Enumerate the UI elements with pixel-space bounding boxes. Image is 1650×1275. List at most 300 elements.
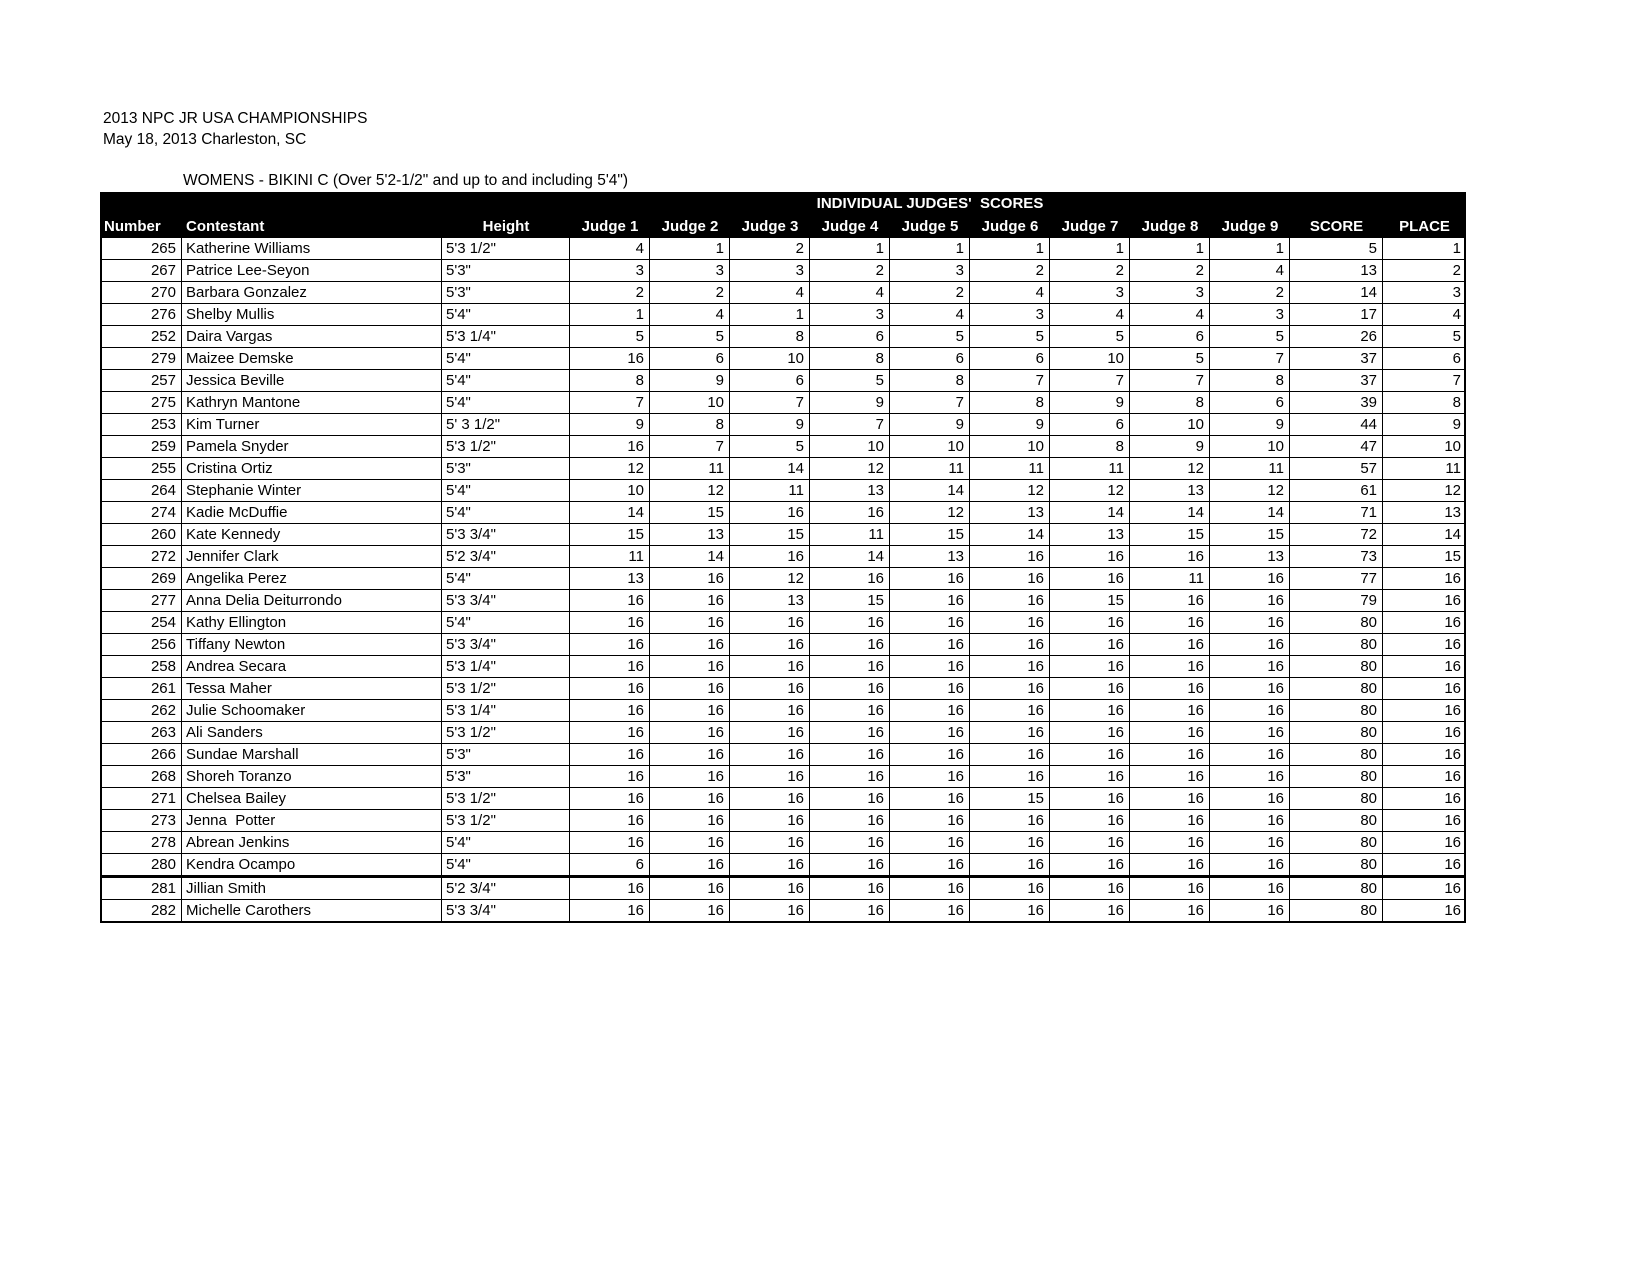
cell-judge-2: 16 — [650, 900, 730, 921]
cell-place: 16 — [1444, 902, 1461, 919]
cell-score: 73 — [1290, 546, 1383, 567]
cell-contestant: Sundae Marshall — [182, 744, 442, 765]
cell-height: 5'3 1/2" — [442, 678, 570, 699]
cell-judge-9: 16 — [1210, 590, 1290, 611]
cell-judge-6: 16 — [970, 590, 1050, 611]
cell-score: 80 — [1290, 788, 1383, 809]
cell-judge-2: 16 — [650, 878, 730, 899]
cell-height: 5'3 1/4" — [442, 700, 570, 721]
cell-number: 258 — [102, 656, 182, 677]
cell-judge-3: 16 — [730, 722, 810, 743]
cell-judge-4: 16 — [810, 568, 890, 589]
cell-judge-4: 16 — [810, 854, 890, 875]
cell-number: 274 — [102, 502, 182, 523]
cell-judge-8: 1 — [1130, 238, 1210, 259]
cell-judge-2: 5 — [650, 326, 730, 347]
cell-height: 5'4" — [442, 480, 570, 501]
cell-judge-9: 16 — [1210, 788, 1290, 809]
cell-judge-7: 8 — [1050, 436, 1130, 457]
cell-judge-8: 6 — [1130, 326, 1210, 347]
cell-judge-2: 6 — [650, 348, 730, 369]
cell-contestant: Abrean Jenkins — [182, 832, 442, 853]
table-header-band — [100, 192, 1466, 238]
cell-judge-6: 16 — [970, 612, 1050, 633]
table-row — [102, 878, 1464, 900]
cell-judge-5: 13 — [890, 546, 970, 567]
cell-score: 13 — [1290, 260, 1383, 281]
cell-height: 5'3 3/4" — [442, 524, 570, 545]
col-header-judge-8: Judge 8 — [1141, 218, 1199, 235]
cell-judge-1: 9 — [570, 414, 650, 435]
cell-judge-6: 16 — [970, 678, 1050, 699]
cell-judge-8: 16 — [1130, 590, 1210, 611]
cell-judge-4: 9 — [810, 392, 890, 413]
cell-judge-7: 16 — [1050, 744, 1130, 765]
cell-height: 5'3" — [442, 458, 570, 479]
cell-place: 16 — [1444, 812, 1461, 829]
cell-score: 61 — [1290, 480, 1383, 501]
cell-judge-7: 2 — [1050, 260, 1130, 281]
cell-score: 17 — [1290, 304, 1383, 325]
cell-judge-5: 16 — [890, 810, 970, 831]
cell-judge-3: 10 — [730, 348, 810, 369]
cell-judge-9: 16 — [1210, 854, 1290, 875]
cell-judge-1: 16 — [570, 634, 650, 655]
cell-judge-6: 16 — [970, 722, 1050, 743]
cell-contestant: Kendra Ocampo — [182, 854, 442, 875]
cell-judge-8: 4 — [1130, 304, 1210, 325]
cell-height: 5'3" — [442, 744, 570, 765]
cell-place: 16 — [1444, 658, 1461, 675]
cell-judge-9: 16 — [1210, 832, 1290, 853]
cell-judge-1: 11 — [570, 546, 650, 567]
cell-judge-7: 16 — [1050, 854, 1130, 875]
cell-contestant: Shelby Mullis — [182, 304, 442, 325]
cell-judge-6: 16 — [970, 900, 1050, 921]
cell-judge-1: 4 — [570, 238, 650, 259]
cell-height: 5'4" — [442, 370, 570, 391]
cell-score: 80 — [1290, 612, 1383, 633]
cell-judge-5: 5 — [890, 326, 970, 347]
cell-score: 80 — [1290, 766, 1383, 787]
cell-judge-4: 3 — [810, 304, 890, 325]
cell-judge-2: 16 — [650, 678, 730, 699]
cell-judge-4: 16 — [810, 612, 890, 633]
cell-judge-2: 1 — [650, 238, 730, 259]
cell-judge-2: 13 — [650, 524, 730, 545]
cell-score: 26 — [1290, 326, 1383, 347]
cell-judge-7: 16 — [1050, 700, 1130, 721]
cell-judge-3: 16 — [730, 546, 810, 567]
cell-judge-6: 14 — [970, 524, 1050, 545]
cell-judge-5: 16 — [890, 854, 970, 875]
cell-judge-5: 8 — [890, 370, 970, 391]
table-row — [102, 900, 1464, 921]
cell-place: 16 — [1444, 636, 1461, 653]
col-header-judge-2: Judge 2 — [661, 218, 719, 235]
cell-judge-2: 7 — [650, 436, 730, 457]
cell-score: 37 — [1290, 348, 1383, 369]
table-row — [102, 634, 1464, 656]
cell-judge-4: 13 — [810, 480, 890, 501]
table-row — [102, 788, 1464, 810]
cell-judge-2: 16 — [650, 744, 730, 765]
cell-judge-7: 4 — [1050, 304, 1130, 325]
scores-band-title: INDIVIDUAL JUDGES' SCORES — [816, 195, 1044, 212]
cell-judge-3: 15 — [730, 524, 810, 545]
cell-judge-6: 16 — [970, 546, 1050, 567]
cell-score: 14 — [1290, 282, 1383, 303]
cell-judge-6: 3 — [970, 304, 1050, 325]
cell-judge-6: 9 — [970, 414, 1050, 435]
cell-judge-4: 16 — [810, 744, 890, 765]
cell-judge-4: 15 — [810, 590, 890, 611]
cell-judge-8: 9 — [1130, 436, 1210, 457]
cell-number: 271 — [102, 788, 182, 809]
cell-judge-8: 2 — [1130, 260, 1210, 281]
cell-judge-2: 15 — [650, 502, 730, 523]
cell-judge-2: 16 — [650, 612, 730, 633]
cell-number: 269 — [102, 568, 182, 589]
cell-judge-1: 16 — [570, 612, 650, 633]
cell-judge-8: 16 — [1130, 612, 1210, 633]
table-row — [102, 480, 1464, 502]
cell-judge-5: 16 — [890, 744, 970, 765]
cell-place: 3 — [1452, 284, 1461, 301]
cell-place: 16 — [1444, 724, 1461, 741]
cell-judge-2: 11 — [650, 458, 730, 479]
cell-judge-5: 16 — [890, 612, 970, 633]
cell-judge-2: 16 — [650, 722, 730, 743]
scores-table — [100, 192, 1466, 923]
cell-place: 13 — [1444, 504, 1461, 521]
cell-number: 259 — [102, 436, 182, 457]
cell-judge-8: 16 — [1130, 854, 1210, 875]
cell-judge-4: 14 — [810, 546, 890, 567]
cell-judge-8: 16 — [1130, 700, 1210, 721]
cell-judge-9: 16 — [1210, 612, 1290, 633]
cell-judge-9: 4 — [1210, 260, 1290, 281]
cell-judge-8: 16 — [1130, 678, 1210, 699]
cell-judge-6: 13 — [970, 502, 1050, 523]
cell-judge-6: 2 — [970, 260, 1050, 281]
page-subtitle: May 18, 2013 Charleston, SC — [103, 131, 307, 148]
cell-judge-7: 1 — [1050, 238, 1130, 259]
cell-height: 5'3" — [442, 766, 570, 787]
cell-judge-7: 16 — [1050, 678, 1130, 699]
cell-number: 273 — [102, 810, 182, 831]
cell-score: 80 — [1290, 722, 1383, 743]
cell-judge-4: 16 — [810, 678, 890, 699]
cell-judge-6: 12 — [970, 480, 1050, 501]
cell-judge-9: 9 — [1210, 414, 1290, 435]
cell-judge-5: 16 — [890, 788, 970, 809]
cell-judge-1: 16 — [570, 788, 650, 809]
cell-judge-3: 16 — [730, 634, 810, 655]
col-header-judge-3: Judge 3 — [741, 218, 799, 235]
cell-judge-4: 4 — [810, 282, 890, 303]
cell-place: 11 — [1445, 460, 1461, 477]
cell-place: 2 — [1452, 262, 1461, 279]
cell-place: 15 — [1444, 548, 1461, 565]
cell-place: 16 — [1444, 680, 1461, 697]
table-row — [102, 414, 1464, 436]
cell-contestant: Jenna Potter — [182, 810, 442, 831]
table-row — [102, 546, 1464, 568]
table-row — [102, 612, 1464, 634]
cell-judge-9: 7 — [1210, 348, 1290, 369]
table-row — [102, 766, 1464, 788]
cell-judge-4: 10 — [810, 436, 890, 457]
cell-contestant: Jessica Beville — [182, 370, 442, 391]
cell-contestant: Stephanie Winter — [182, 480, 442, 501]
cell-height: 5'3 1/2" — [442, 788, 570, 809]
cell-number: 270 — [102, 282, 182, 303]
cell-number: 261 — [102, 678, 182, 699]
cell-judge-3: 16 — [730, 678, 810, 699]
cell-judge-6: 16 — [970, 656, 1050, 677]
cell-judge-2: 16 — [650, 656, 730, 677]
cell-judge-4: 16 — [810, 878, 890, 899]
cell-contestant: Anna Delia Deiturrondo — [182, 590, 442, 611]
division-title: WOMENS - BIKINI C (Over 5'2-1/2" and up to and including 5'4") — [183, 172, 629, 189]
cell-judge-5: 10 — [890, 436, 970, 457]
cell-judge-1: 16 — [570, 590, 650, 611]
cell-judge-5: 16 — [890, 568, 970, 589]
cell-judge-4: 11 — [810, 524, 890, 545]
cell-judge-5: 4 — [890, 304, 970, 325]
col-header-judge-9: Judge 9 — [1221, 218, 1279, 235]
table-row — [102, 854, 1464, 878]
cell-place: 10 — [1444, 438, 1461, 455]
cell-place: 16 — [1444, 746, 1461, 763]
cell-judge-3: 16 — [730, 612, 810, 633]
cell-judge-5: 1 — [890, 238, 970, 259]
cell-contestant: Pamela Snyder — [182, 436, 442, 457]
cell-judge-8: 11 — [1130, 568, 1210, 589]
cell-judge-9: 11 — [1210, 458, 1290, 479]
cell-judge-9: 16 — [1210, 900, 1290, 921]
cell-judge-6: 16 — [970, 832, 1050, 853]
table-row — [102, 678, 1464, 700]
cell-judge-4: 5 — [810, 370, 890, 391]
cell-judge-2: 10 — [650, 392, 730, 413]
cell-judge-7: 16 — [1050, 900, 1130, 921]
cell-number: 268 — [102, 766, 182, 787]
cell-judge-1: 13 — [570, 568, 650, 589]
cell-judge-7: 11 — [1050, 458, 1130, 479]
cell-contestant: Patrice Lee-Seyon — [182, 260, 442, 281]
cell-judge-2: 4 — [650, 304, 730, 325]
cell-contestant: Michelle Carothers — [182, 900, 442, 921]
cell-judge-9: 16 — [1210, 656, 1290, 677]
cell-judge-6: 4 — [970, 282, 1050, 303]
cell-judge-9: 12 — [1210, 480, 1290, 501]
cell-judge-5: 14 — [890, 480, 970, 501]
cell-judge-7: 3 — [1050, 282, 1130, 303]
cell-number: 277 — [102, 590, 182, 611]
table-row — [102, 370, 1464, 392]
cell-judge-2: 16 — [650, 854, 730, 875]
cell-judge-5: 16 — [890, 634, 970, 655]
cell-judge-4: 12 — [810, 458, 890, 479]
cell-judge-1: 16 — [570, 722, 650, 743]
cell-score: 79 — [1290, 590, 1383, 611]
table-row — [102, 348, 1464, 370]
cell-judge-9: 8 — [1210, 370, 1290, 391]
cell-place: 1 — [1452, 240, 1461, 257]
cell-score: 80 — [1290, 744, 1383, 765]
table-row — [102, 832, 1464, 854]
cell-judge-7: 16 — [1050, 810, 1130, 831]
cell-place: 16 — [1444, 768, 1461, 785]
table-row — [102, 238, 1464, 260]
cell-judge-1: 16 — [570, 810, 650, 831]
cell-judge-4: 16 — [810, 900, 890, 921]
cell-judge-8: 16 — [1130, 546, 1210, 567]
cell-place: 6 — [1452, 350, 1461, 367]
cell-judge-7: 16 — [1050, 568, 1130, 589]
cell-judge-1: 3 — [570, 260, 650, 281]
cell-height: 5'3 1/2" — [442, 238, 570, 259]
cell-judge-5: 16 — [890, 722, 970, 743]
cell-score: 80 — [1290, 854, 1383, 875]
col-header-score: SCORE — [1309, 218, 1364, 235]
table-row — [102, 392, 1464, 414]
cell-contestant: Kadie McDuffie — [182, 502, 442, 523]
cell-judge-2: 9 — [650, 370, 730, 391]
cell-judge-1: 14 — [570, 502, 650, 523]
cell-number: 278 — [102, 832, 182, 853]
table-row — [102, 458, 1464, 480]
cell-judge-7: 16 — [1050, 656, 1130, 677]
cell-number: 260 — [102, 524, 182, 545]
table-row — [102, 524, 1464, 546]
cell-height: 5' 3 1/2" — [442, 414, 570, 435]
table-body — [100, 238, 1466, 923]
cell-judge-3: 13 — [730, 590, 810, 611]
table-row — [102, 700, 1464, 722]
cell-judge-2: 16 — [650, 788, 730, 809]
cell-judge-4: 16 — [810, 722, 890, 743]
cell-number: 255 — [102, 458, 182, 479]
table-row — [102, 260, 1464, 282]
cell-judge-5: 9 — [890, 414, 970, 435]
cell-judge-3: 7 — [730, 392, 810, 413]
cell-judge-1: 8 — [570, 370, 650, 391]
cell-number: 265 — [102, 238, 182, 259]
cell-height: 5'4" — [442, 392, 570, 413]
cell-number: 264 — [102, 480, 182, 501]
cell-judge-3: 4 — [730, 282, 810, 303]
table-row — [102, 304, 1464, 326]
cell-judge-8: 3 — [1130, 282, 1210, 303]
cell-judge-5: 16 — [890, 900, 970, 921]
cell-judge-9: 16 — [1210, 722, 1290, 743]
cell-judge-6: 8 — [970, 392, 1050, 413]
cell-place: 16 — [1444, 570, 1461, 587]
cell-judge-7: 14 — [1050, 502, 1130, 523]
cell-judge-7: 9 — [1050, 392, 1130, 413]
cell-judge-7: 16 — [1050, 546, 1130, 567]
cell-judge-8: 16 — [1130, 788, 1210, 809]
cell-judge-2: 16 — [650, 590, 730, 611]
cell-judge-5: 12 — [890, 502, 970, 523]
cell-score: 44 — [1290, 414, 1383, 435]
col-header-judge-4: Judge 4 — [821, 218, 879, 235]
cell-contestant: Tiffany Newton — [182, 634, 442, 655]
cell-contestant: Chelsea Bailey — [182, 788, 442, 809]
cell-score: 72 — [1290, 524, 1383, 545]
cell-score: 77 — [1290, 568, 1383, 589]
cell-contestant: Ali Sanders — [182, 722, 442, 743]
cell-judge-5: 2 — [890, 282, 970, 303]
cell-number: 276 — [102, 304, 182, 325]
cell-score: 80 — [1290, 878, 1383, 899]
cell-judge-6: 16 — [970, 854, 1050, 875]
cell-judge-1: 16 — [570, 878, 650, 899]
cell-height: 5'4" — [442, 348, 570, 369]
cell-judge-6: 16 — [970, 568, 1050, 589]
cell-height: 5'3 1/4" — [442, 656, 570, 677]
cell-judge-6: 1 — [970, 238, 1050, 259]
cell-number: 257 — [102, 370, 182, 391]
cell-place: 5 — [1452, 328, 1461, 345]
cell-score: 80 — [1290, 900, 1383, 921]
cell-judge-5: 16 — [890, 678, 970, 699]
cell-judge-9: 2 — [1210, 282, 1290, 303]
cell-judge-8: 7 — [1130, 370, 1210, 391]
table-row — [102, 502, 1464, 524]
cell-judge-1: 16 — [570, 656, 650, 677]
cell-judge-7: 7 — [1050, 370, 1130, 391]
cell-judge-2: 16 — [650, 832, 730, 853]
cell-judge-1: 16 — [570, 678, 650, 699]
cell-height: 5'4" — [442, 568, 570, 589]
cell-contestant: Katherine Williams — [182, 238, 442, 259]
col-header-judge-1: Judge 1 — [581, 218, 639, 235]
cell-judge-4: 7 — [810, 414, 890, 435]
cell-judge-3: 16 — [730, 878, 810, 899]
cell-judge-2: 16 — [650, 700, 730, 721]
cell-judge-9: 16 — [1210, 678, 1290, 699]
cell-judge-4: 1 — [810, 238, 890, 259]
cell-judge-1: 7 — [570, 392, 650, 413]
cell-contestant: Kim Turner — [182, 414, 442, 435]
col-header-judge-6: Judge 6 — [981, 218, 1039, 235]
cell-score: 47 — [1290, 436, 1383, 457]
table-row — [102, 810, 1464, 832]
cell-judge-9: 16 — [1210, 878, 1290, 899]
cell-judge-3: 16 — [730, 700, 810, 721]
cell-judge-1: 16 — [570, 700, 650, 721]
cell-judge-3: 3 — [730, 260, 810, 281]
cell-judge-8: 16 — [1130, 832, 1210, 853]
cell-judge-9: 3 — [1210, 304, 1290, 325]
cell-judge-8: 16 — [1130, 766, 1210, 787]
cell-number: 266 — [102, 744, 182, 765]
cell-judge-3: 16 — [730, 854, 810, 875]
cell-score: 39 — [1290, 392, 1383, 413]
cell-judge-4: 6 — [810, 326, 890, 347]
cell-contestant: Tessa Maher — [182, 678, 442, 699]
cell-judge-4: 16 — [810, 700, 890, 721]
cell-judge-5: 7 — [890, 392, 970, 413]
cell-judge-9: 16 — [1210, 766, 1290, 787]
cell-judge-9: 13 — [1210, 546, 1290, 567]
table-row — [102, 656, 1464, 678]
cell-judge-2: 12 — [650, 480, 730, 501]
